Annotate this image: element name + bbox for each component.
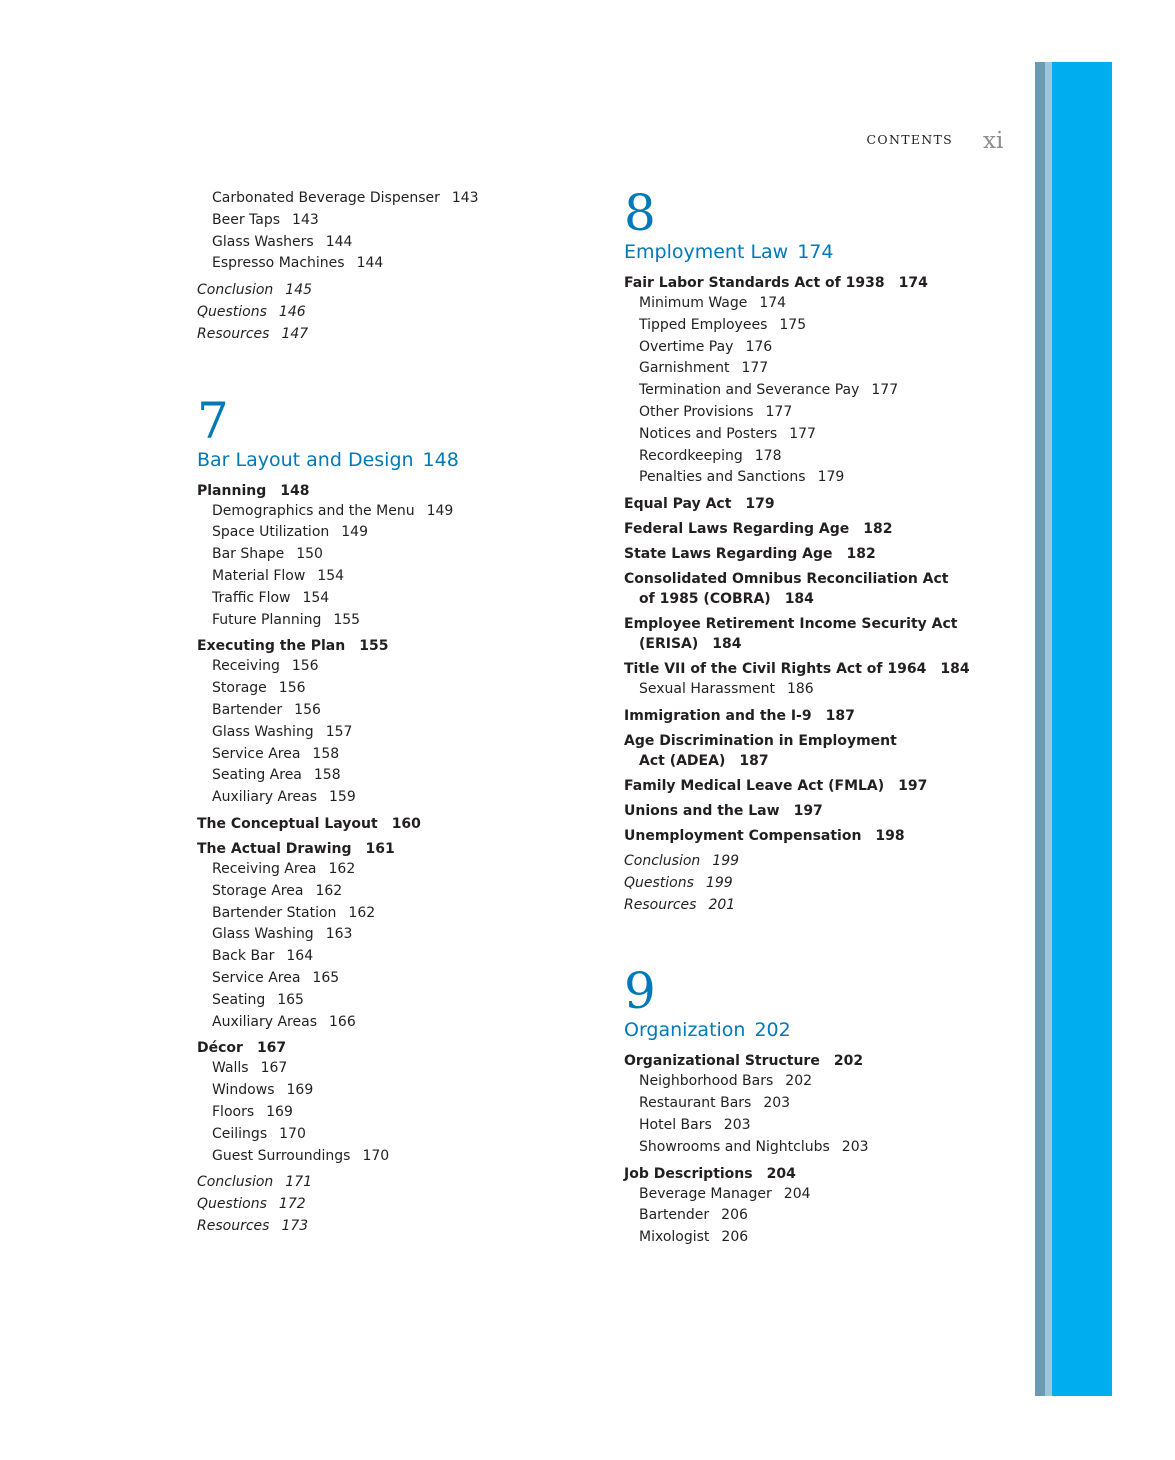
entry-title: Planning bbox=[197, 482, 267, 499]
entry-title: Future Planning bbox=[212, 611, 322, 628]
toc-subentry[interactable] bbox=[624, 467, 1024, 489]
toc-entry[interactable] bbox=[197, 814, 597, 834]
toc-entry[interactable] bbox=[197, 481, 597, 501]
entry-title: Minimum Wage bbox=[639, 295, 748, 311]
entry-page: 177 bbox=[789, 425, 816, 442]
toc-subentry[interactable] bbox=[624, 315, 1024, 337]
entry-page: 148 bbox=[280, 482, 310, 499]
entry-page: 186 bbox=[786, 681, 814, 698]
toc-entry[interactable] bbox=[197, 839, 597, 859]
toc-entry[interactable] bbox=[197, 1038, 597, 1058]
toc-subentry[interactable] bbox=[197, 1058, 597, 1080]
entry-title: Beverage Manager bbox=[639, 1185, 772, 1202]
chapter-page: 174 bbox=[797, 241, 834, 263]
entry-page: 184 bbox=[784, 591, 814, 608]
chapter-title[interactable] bbox=[624, 1018, 1024, 1042]
toc-entry[interactable] bbox=[197, 636, 597, 656]
entry-title: Seating bbox=[212, 991, 266, 1008]
entry-page: 173 bbox=[281, 1217, 309, 1234]
entry-title: Sexual Harassment bbox=[639, 681, 775, 698]
toc-entry[interactable] bbox=[624, 273, 1024, 293]
entry-page: 159 bbox=[329, 789, 356, 806]
toc-entry[interactable] bbox=[624, 706, 1024, 726]
entry-title: State Laws Regarding Age bbox=[624, 546, 833, 563]
toc-entry[interactable] bbox=[624, 614, 1024, 654]
entry-title: The Actual Drawing bbox=[197, 840, 352, 857]
entry-page: 182 bbox=[846, 546, 876, 563]
entry-title: Notices and Posters bbox=[639, 425, 778, 442]
entry-page: 197 bbox=[793, 802, 823, 819]
entry-page: 163 bbox=[325, 926, 353, 943]
entry-page: 154 bbox=[317, 567, 345, 584]
entry-page: 206 bbox=[721, 1229, 749, 1246]
entry-page: 146 bbox=[278, 303, 306, 320]
entry-page: 197 bbox=[898, 777, 928, 794]
toc-column-right bbox=[624, 184, 1024, 1249]
toc-end-entry[interactable] bbox=[197, 1172, 597, 1194]
entry-title: Termination and Severance Pay bbox=[639, 382, 860, 399]
entry-title: Consolidated Omnibus Reconciliation Act bbox=[624, 571, 949, 588]
entry-title: Beer Taps bbox=[212, 211, 281, 228]
entry-title: Unemployment Compensation bbox=[624, 827, 862, 844]
chapter-7 bbox=[197, 391, 597, 1238]
entry-title: Neighborhood Bars bbox=[639, 1073, 774, 1090]
entry-page: 161 bbox=[365, 840, 395, 857]
entry-title: Glass Washing bbox=[212, 926, 314, 943]
entry-page: 162 bbox=[315, 882, 343, 899]
toc-entry[interactable] bbox=[624, 659, 1024, 679]
toc-subentry[interactable] bbox=[197, 1102, 597, 1124]
entry-title: Unions and the Law bbox=[624, 802, 780, 819]
entry-title: Windows bbox=[212, 1082, 275, 1099]
toc-subentry[interactable] bbox=[624, 337, 1024, 359]
entry-title: Glass Washing bbox=[212, 723, 314, 740]
entry-title: Resources bbox=[624, 896, 697, 913]
toc-subentry[interactable] bbox=[197, 1012, 597, 1034]
chapter-8 bbox=[624, 184, 1024, 916]
entry-title: Mixologist bbox=[639, 1229, 710, 1246]
toc-end-entry[interactable] bbox=[197, 1194, 597, 1216]
entry-title: Décor bbox=[197, 1040, 243, 1057]
entry-page: 162 bbox=[348, 904, 376, 921]
toc-subentry[interactable] bbox=[197, 588, 597, 610]
entry-page: 167 bbox=[256, 1040, 287, 1057]
entry-title: Family Medical Leave Act (FMLA) bbox=[624, 777, 885, 794]
toc-subentry[interactable] bbox=[197, 232, 597, 254]
toc-entry[interactable] bbox=[624, 494, 1024, 514]
entry-title: Recordkeeping bbox=[639, 447, 743, 464]
toc-subentry[interactable] bbox=[197, 1146, 597, 1168]
entry-page: 144 bbox=[325, 233, 353, 250]
entry-title: Space Utilization bbox=[212, 524, 330, 541]
entry-page: 149 bbox=[341, 524, 368, 541]
entry-page: 143 bbox=[292, 211, 319, 228]
entry-title: Job Descriptions bbox=[624, 1165, 753, 1182]
entry-title: Back Bar bbox=[212, 948, 275, 965]
toc-subentry[interactable] bbox=[624, 1137, 1024, 1159]
entry-page: 202 bbox=[785, 1073, 813, 1090]
entry-title: Penalties and Sanctions bbox=[639, 469, 806, 486]
chapter-9 bbox=[624, 962, 1024, 1249]
entry-page: 154 bbox=[302, 589, 330, 606]
entry-title: Questions bbox=[197, 303, 267, 320]
toc-entry[interactable] bbox=[624, 519, 1024, 539]
entry-title: Auxiliary Areas bbox=[212, 1013, 317, 1030]
toc-subentry[interactable] bbox=[624, 1071, 1024, 1093]
entry-page: 156 bbox=[278, 680, 306, 697]
entry-page: 204 bbox=[766, 1165, 796, 1182]
entry-page: 160 bbox=[391, 815, 421, 832]
entry-title: Equal Pay Act bbox=[624, 496, 732, 513]
toc-entry[interactable] bbox=[624, 1164, 1024, 1184]
entry-page: 178 bbox=[754, 447, 782, 464]
toc-subentry[interactable] bbox=[624, 446, 1024, 468]
entry-page: 172 bbox=[278, 1196, 306, 1213]
toc-subentry[interactable] bbox=[197, 501, 597, 523]
entry-page: 167 bbox=[260, 1060, 288, 1077]
entry-title: Walls bbox=[212, 1060, 249, 1077]
chapter-title-text: Employment Law bbox=[624, 241, 789, 263]
entry-title: Employee Retirement Income Security Act bbox=[624, 616, 958, 633]
entry-title: Demographics and the Menu bbox=[212, 502, 415, 519]
toc-subentry[interactable] bbox=[197, 968, 597, 990]
entry-title: Floors bbox=[212, 1103, 255, 1120]
toc-end-entry[interactable] bbox=[197, 280, 597, 302]
entry-page: 203 bbox=[723, 1116, 751, 1133]
toc-subentry[interactable] bbox=[197, 859, 597, 881]
toc-subentry[interactable] bbox=[197, 903, 597, 925]
entry-page: 182 bbox=[863, 521, 893, 538]
entry-page: 184 bbox=[940, 661, 970, 678]
entry-page: 202 bbox=[833, 1053, 864, 1070]
toc-subentry[interactable] bbox=[197, 1124, 597, 1146]
entry-title-cont: (ERISA) bbox=[639, 636, 699, 653]
toc-end-entry[interactable] bbox=[197, 324, 597, 346]
toc-subentry[interactable] bbox=[197, 253, 597, 275]
entry-title: Age Discrimination in Employment bbox=[624, 732, 897, 749]
entry-page: 147 bbox=[281, 325, 309, 342]
entry-page: 149 bbox=[426, 502, 454, 519]
toc-subentry[interactable] bbox=[197, 678, 597, 700]
toc-end-entry[interactable] bbox=[197, 1216, 597, 1238]
entry-page: 162 bbox=[328, 860, 356, 877]
toc-column-left bbox=[197, 188, 597, 1238]
entry-page: 184 bbox=[712, 636, 742, 653]
chapter-page: 202 bbox=[754, 1019, 791, 1042]
toc-subentry[interactable] bbox=[624, 293, 1024, 315]
entry-title: Organizational Structure bbox=[624, 1053, 820, 1070]
entry-page: 179 bbox=[745, 496, 775, 513]
entry-title: The Conceptual Layout bbox=[197, 815, 378, 832]
chapter-page: 148 bbox=[422, 448, 459, 471]
entry-page: 155 bbox=[359, 638, 389, 655]
entry-title: Conclusion bbox=[624, 852, 701, 869]
entry-page: 201 bbox=[708, 896, 736, 913]
entry-page: 143 bbox=[451, 190, 479, 206]
toc-subentry[interactable] bbox=[197, 522, 597, 544]
entry-title: Bartender bbox=[212, 701, 283, 718]
entry-title: Overtime Pay bbox=[639, 338, 734, 355]
entry-page: 157 bbox=[325, 723, 353, 740]
continued-section bbox=[197, 188, 597, 346]
running-head: CONTENTS bbox=[866, 132, 953, 147]
entry-title: Service Area bbox=[212, 745, 301, 762]
entry-page: 203 bbox=[841, 1138, 869, 1155]
entry-title: Conclusion bbox=[197, 282, 274, 299]
entry-page: 169 bbox=[286, 1082, 314, 1099]
entry-page: 174 bbox=[759, 295, 787, 311]
toc-subentry[interactable] bbox=[624, 380, 1024, 402]
entry-title: Showrooms and Nightclubs bbox=[639, 1138, 830, 1155]
entry-title: Carbonated Beverage Dispenser bbox=[212, 190, 440, 206]
toc-entry[interactable] bbox=[624, 731, 1024, 771]
toc-end-entry[interactable] bbox=[197, 302, 597, 324]
toc-subentry[interactable] bbox=[197, 990, 597, 1012]
toc-subentry[interactable] bbox=[197, 544, 597, 566]
entry-page: 164 bbox=[286, 948, 314, 965]
toc-subentry[interactable] bbox=[624, 679, 1024, 701]
entry-page: 145 bbox=[285, 282, 313, 299]
toc-subentry[interactable] bbox=[624, 1093, 1024, 1115]
entry-page: 144 bbox=[356, 255, 384, 272]
toc-subentry[interactable] bbox=[197, 946, 597, 968]
chapter-title[interactable] bbox=[624, 240, 1024, 264]
entry-page: 175 bbox=[779, 316, 807, 333]
entry-page: 166 bbox=[329, 1013, 356, 1030]
chapter-number: 9 bbox=[624, 962, 654, 1021]
entry-title: Tipped Employees bbox=[639, 316, 768, 333]
entry-title: Ceilings bbox=[212, 1125, 268, 1142]
edge-tab-highlight bbox=[1045, 62, 1052, 1396]
entry-title: Resources bbox=[197, 325, 270, 342]
entry-page: 187 bbox=[739, 752, 769, 769]
toc-subentry[interactable] bbox=[197, 610, 597, 632]
toc-end-entry[interactable] bbox=[624, 873, 1024, 895]
toc-subentry[interactable] bbox=[197, 722, 597, 744]
toc-entry[interactable] bbox=[624, 1051, 1024, 1071]
chapter-title[interactable] bbox=[197, 448, 597, 472]
toc-subentry[interactable] bbox=[624, 1227, 1024, 1249]
toc-subentry[interactable] bbox=[624, 1115, 1024, 1137]
toc-subentry[interactable] bbox=[197, 210, 597, 232]
entry-page: 204 bbox=[783, 1185, 811, 1202]
entry-page: 176 bbox=[745, 338, 773, 355]
entry-title-cont: of 1985 (COBRA) bbox=[639, 591, 771, 608]
entry-page: 150 bbox=[296, 546, 323, 563]
entry-page: 199 bbox=[705, 874, 733, 891]
toc-subentry[interactable] bbox=[197, 924, 597, 946]
chapter-title-text: Organization bbox=[624, 1019, 746, 1042]
entry-title: Material Flow bbox=[212, 567, 306, 584]
entry-title: Receiving bbox=[212, 658, 280, 675]
toc-subentry[interactable] bbox=[197, 744, 597, 766]
entry-page: 179 bbox=[817, 469, 845, 486]
entry-title: Seating Area bbox=[212, 767, 302, 784]
entry-page: 171 bbox=[285, 1174, 313, 1191]
toc-subentry[interactable] bbox=[624, 1205, 1024, 1227]
toc-subentry[interactable] bbox=[197, 787, 597, 809]
toc-end-entry[interactable] bbox=[624, 895, 1024, 917]
toc-subentry[interactable] bbox=[624, 358, 1024, 380]
entry-title: Bartender bbox=[639, 1207, 710, 1224]
entry-title: Hotel Bars bbox=[639, 1116, 712, 1133]
entry-title: Bartender Station bbox=[212, 904, 337, 921]
chapter-number: 8 bbox=[624, 184, 654, 242]
toc-entry[interactable] bbox=[624, 544, 1024, 564]
entry-title: Executing the Plan bbox=[197, 638, 346, 655]
entry-page: 177 bbox=[741, 360, 769, 377]
entry-page: 158 bbox=[312, 745, 340, 762]
entry-page: 177 bbox=[871, 382, 899, 399]
entry-title: Receiving Area bbox=[212, 860, 317, 877]
entry-page: 206 bbox=[721, 1207, 748, 1224]
entry-title: Traffic Flow bbox=[212, 589, 291, 606]
toc-subentry[interactable] bbox=[624, 424, 1024, 446]
entry-title: Federal Laws Regarding Age bbox=[624, 521, 850, 538]
entry-page: 187 bbox=[825, 707, 855, 724]
edge-thumb-tab bbox=[1052, 62, 1112, 1396]
toc-subentry[interactable] bbox=[197, 566, 597, 588]
toc-end-entry[interactable] bbox=[624, 851, 1024, 873]
toc-subentry[interactable] bbox=[624, 402, 1024, 424]
entry-page: 165 bbox=[277, 991, 304, 1008]
entry-title: Title VII of the Civil Rights Act of 1964 bbox=[624, 661, 927, 678]
toc-subentry[interactable] bbox=[197, 188, 597, 210]
entry-title: Storage Area bbox=[212, 882, 304, 899]
entry-page: 165 bbox=[312, 969, 340, 986]
toc-entry[interactable] bbox=[624, 776, 1024, 796]
entry-title: Auxiliary Areas bbox=[212, 789, 317, 806]
entry-page: 203 bbox=[763, 1095, 791, 1112]
entry-title: Immigration and the I-9 bbox=[624, 707, 812, 724]
toc-subentry[interactable] bbox=[197, 881, 597, 903]
chapter-title-text: Bar Layout and Design bbox=[197, 448, 414, 471]
entry-page: 156 bbox=[291, 658, 319, 675]
entry-title: Storage bbox=[212, 680, 267, 697]
entry-title: Glass Washers bbox=[212, 233, 314, 250]
entry-title: Fair Labor Standards Act of 1938 bbox=[624, 275, 885, 291]
entry-page: 199 bbox=[712, 852, 740, 869]
entry-title: Questions bbox=[624, 874, 694, 891]
page-folio: xi bbox=[983, 128, 1004, 154]
edge-tab-shadow bbox=[1035, 62, 1045, 1396]
toc-entry[interactable] bbox=[624, 801, 1024, 821]
toc-subentry[interactable] bbox=[624, 1184, 1024, 1206]
entry-title: Other Provisions bbox=[639, 403, 754, 420]
entry-title: Garnishment bbox=[639, 360, 730, 377]
entry-title: Guest Surroundings bbox=[212, 1147, 351, 1164]
toc-subentry[interactable] bbox=[197, 656, 597, 678]
entry-page: 170 bbox=[279, 1125, 306, 1142]
toc-subentry[interactable] bbox=[197, 700, 597, 722]
entry-title: Questions bbox=[197, 1196, 267, 1213]
toc-entry[interactable] bbox=[624, 569, 1024, 609]
entry-page: 170 bbox=[362, 1147, 390, 1164]
entry-page: 177 bbox=[765, 403, 793, 420]
entry-title: Espresso Machines bbox=[212, 255, 345, 272]
entry-page: 198 bbox=[875, 827, 905, 844]
entry-page: 158 bbox=[313, 767, 341, 784]
entry-title: Resources bbox=[197, 1217, 270, 1234]
entry-page: 155 bbox=[333, 611, 361, 628]
toc-subentry[interactable] bbox=[197, 765, 597, 787]
toc-subentry[interactable] bbox=[197, 1080, 597, 1102]
entry-page: 169 bbox=[266, 1103, 293, 1120]
chapter-number: 7 bbox=[197, 391, 227, 450]
entry-page: 156 bbox=[294, 701, 321, 718]
entry-title: Restaurant Bars bbox=[639, 1095, 752, 1112]
toc-entry[interactable] bbox=[624, 826, 1024, 846]
entry-page: 174 bbox=[898, 275, 928, 291]
entry-title: Service Area bbox=[212, 969, 301, 986]
entry-title: Conclusion bbox=[197, 1174, 274, 1191]
entry-title: Bar Shape bbox=[212, 546, 285, 563]
entry-title-cont: Act (ADEA) bbox=[639, 752, 726, 769]
